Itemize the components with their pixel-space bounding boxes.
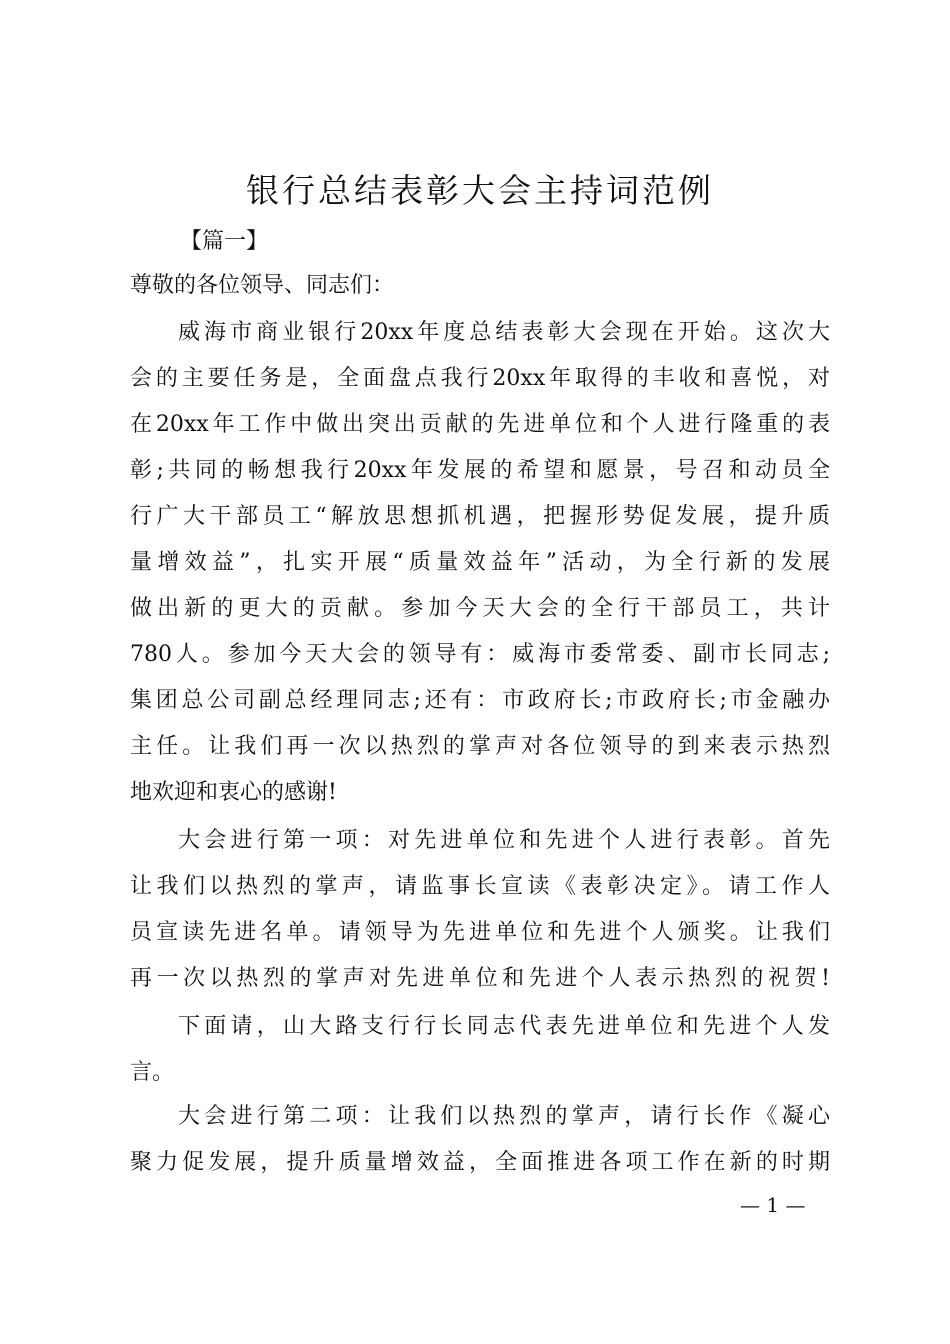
paragraph-line: 大会进行第一项：对先进单位和先进个人进行表彰。首先 — [178, 828, 830, 853]
paragraph-line: 会的主要任务是，全面盘点我行20xx年取得的丰收和喜悦，对 — [130, 366, 830, 391]
paragraph-line: 主任。让我们再一次以热烈的掌声对各位领导的到来表示热烈 — [130, 734, 830, 759]
paragraph-line: 威海市商业银行20xx年度总结表彰大会现在开始。这次大 — [178, 320, 830, 345]
page-number: — 1 — — [740, 1193, 806, 1217]
paragraph-line: 大会进行第二项：让我们以热烈的掌声，请行长作《凝心 — [178, 1104, 830, 1129]
paragraph-line: 行广大干部员工“解放思想抓机遇，把握形势促发展，提升质 — [130, 504, 830, 529]
paragraph-3 — [130, 1004, 830, 1096]
paragraph-line: 在20xx年工作中做出突出贡献的先进单位和个人进行隆重的表 — [130, 412, 830, 437]
paragraph-line: 做出新的更大的贡献。参加今天大会的全行干部员工，共计 — [130, 596, 830, 621]
paragraph-line: 再一次以热烈的掌声对先进单位和先进个人表示热烈的祝贺! — [130, 966, 830, 991]
paragraph-line: 彰;共同的畅想我行20xx年发展的希望和愿景，号召和动员全 — [130, 458, 830, 483]
paragraph-line: 下面请，山大路支行行长同志代表先进单位和先进个人发 — [178, 1014, 830, 1039]
paragraph-2 — [130, 818, 830, 1002]
salutation: 尊敬的各位领导、同志们： — [130, 273, 395, 298]
paragraph-line: 让我们以热烈的掌声，请监事长宣读《表彰决定》。请工作人 — [130, 874, 830, 899]
section-label: 【篇一】 — [180, 229, 269, 254]
paragraph-line: 聚力促发展，提升质量增效益，全面推进各项工作在新的时期 — [130, 1150, 830, 1175]
paragraph-line: 地欢迎和衷心的感谢! — [130, 780, 337, 805]
paragraph-line: 言。 — [130, 1060, 175, 1085]
paragraph-line: 员宣读先进名单。请领导为先进单位和先进个人颁奖。让我们 — [130, 920, 830, 945]
paragraph-4 — [130, 1094, 830, 1186]
paragraph-line: 780人。参加今天大会的领导有：威海市委常委、副市长同志; — [130, 642, 830, 667]
paragraph-line: 量增效益”，扎实开展“质量效益年”活动，为全行新的发展 — [130, 550, 830, 575]
paragraph-1 — [130, 310, 830, 816]
document-title: 银行总结表彰大会主持词范例 — [246, 171, 714, 210]
paragraph-line: 集团总公司副总经理同志;还有：市政府长;市政府长;市金融办 — [130, 688, 830, 713]
